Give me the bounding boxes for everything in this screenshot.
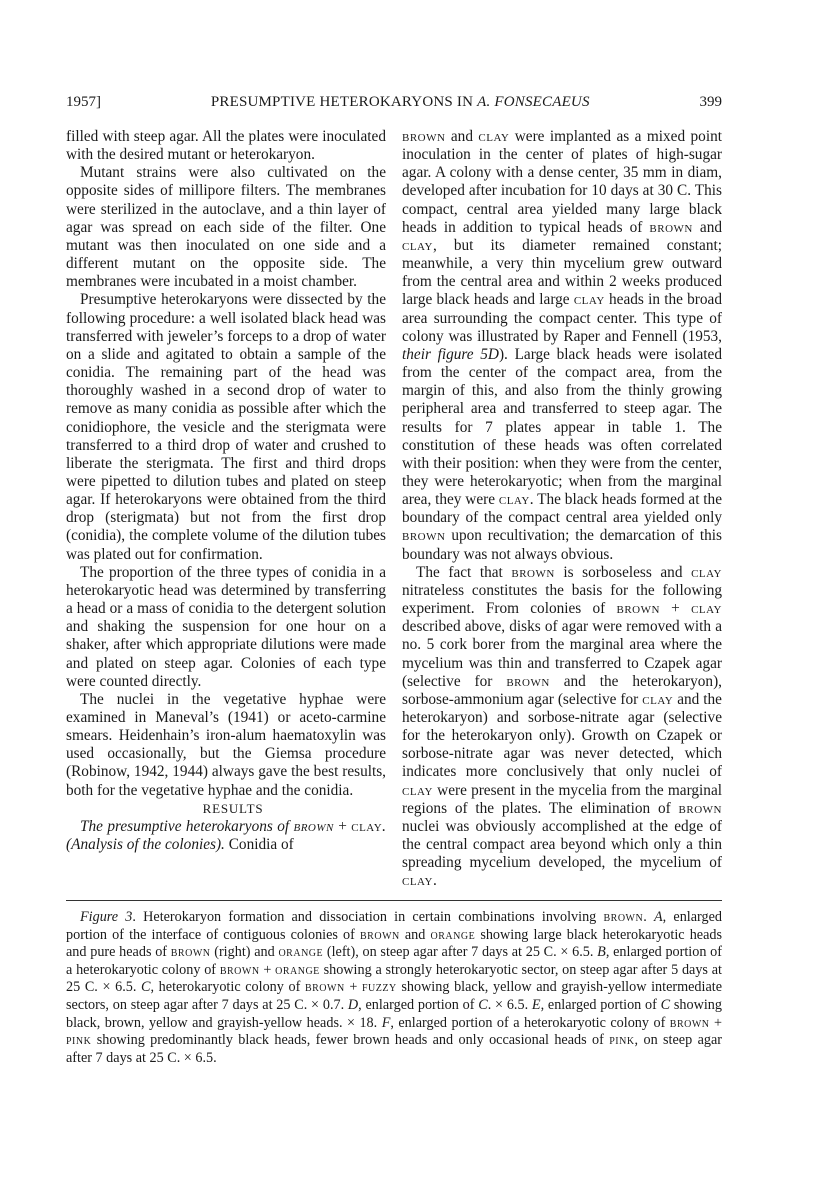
text-run: + bbox=[709, 1014, 722, 1031]
text-run: showing predominantly black heads, fewer brown heads and only occasional heads of bbox=[91, 1032, 610, 1049]
strain-name: orange bbox=[278, 944, 324, 961]
text-run: showing black, yellow and grayish-yellow intermediate sectors, on steep agar after 7 days at 25 C. × 0.7. bbox=[66, 979, 722, 1013]
text-run: , on steep agar after 7 days at 25 C. × 6.5. bbox=[66, 1032, 722, 1066]
text-run: . bbox=[643, 909, 654, 925]
strain-name: brown bbox=[360, 926, 400, 943]
text-run: , but its diameter remained constant; meanwhile, a very thin mycelium grew outward from the central area and within 2 weeks produced large black heads and large bbox=[402, 236, 722, 309]
running-header bbox=[66, 94, 722, 114]
italic-text: C bbox=[141, 979, 151, 996]
text-run: . × 6.5. bbox=[487, 996, 532, 1013]
text-run: . The black heads formed at the boundary of the compact central area yielded only bbox=[402, 491, 722, 527]
strain-name: brown bbox=[616, 600, 660, 618]
text-run: . Heterokaryon formation and dissociation in certain combinations involving bbox=[132, 909, 604, 925]
subsection-title-text: The presumptive heterokaryons of bbox=[80, 817, 294, 835]
text-run: (left), on steep agar after 7 days at 25 C. × 6.5. bbox=[323, 944, 598, 961]
text-run: ). Large black heads were isolated from the center of the compact area, from the margin of this, and also from the thinly growing peripheral area and transferred to steep agar. The results for 7 plates appear in table 1. The constitution of these heads was often correlated with their position: when they were from the center, they were heterokaryotic; when from the marginal area, they were bbox=[402, 345, 722, 509]
right-column bbox=[402, 128, 722, 891]
italic-text: E bbox=[531, 996, 541, 1013]
text-run: + bbox=[259, 961, 276, 978]
italic-text: A bbox=[653, 909, 663, 925]
strain-name: clay bbox=[402, 872, 433, 890]
text-run: and the heterokaryon), sorbose-ammonium agar (selective for bbox=[402, 672, 722, 708]
text-run: showing large black heterokaryotic heads and pure heads of bbox=[66, 926, 722, 961]
text-run: showing a strongly heterokaryotic sector, on steep agar after 5 days at 25 C. × 6.5. bbox=[66, 961, 722, 996]
text-run: and bbox=[399, 926, 431, 943]
text-run: , enlarged portion of the interface of contiguous colonies of bbox=[66, 909, 722, 943]
running-title bbox=[211, 94, 590, 111]
paragraph: Presumptive heterokaryons were dissected by the following procedure: a well isolated black head was transferred with jeweler’s forceps to a drop of water on a slide and agitated to obtain a sample of the conidia. The remaining part of the head was thoroughly washed in a second drop of water to remove as many conidia as possible after which the conidiophore, the vesicle and the sterigmata were transferred to a third drop of water and crushed to liberate the sterigmata. The first and third drops were pipetted to dilution tubes and plated on steep agar. If heterokaryons were obtained from the third drop (sterigmata) but not from the first drop (conidia), the complete volume of the dilution tubes was plated out for confirmation. bbox=[66, 291, 386, 563]
text-run: is sorboseless and bbox=[554, 563, 692, 581]
journal-year: 1957] bbox=[66, 94, 101, 110]
strain-name: brown bbox=[402, 527, 446, 545]
text-run: + bbox=[344, 979, 362, 996]
strain-name: clay bbox=[691, 563, 722, 581]
subsection-paragraph bbox=[66, 818, 386, 854]
strain-name: pink bbox=[609, 1032, 635, 1049]
text-run: , enlarged portion of a heterokaryotic colony of bbox=[66, 944, 722, 978]
strain-name: brown bbox=[170, 944, 211, 961]
text-run: and bbox=[445, 128, 479, 145]
strain-name: clay bbox=[351, 817, 383, 835]
strain-name: clay bbox=[402, 236, 433, 254]
strain-name: fuzzy bbox=[361, 979, 397, 996]
running-title-text: PRESUMPTIVE HETEROKARYONS IN bbox=[210, 94, 478, 110]
strain-name: brown bbox=[649, 218, 693, 236]
strain-name: brown bbox=[678, 799, 722, 817]
text-run: , enlarged portion of a heterokaryotic colony of bbox=[390, 1014, 670, 1031]
plus-sign: + bbox=[333, 817, 352, 835]
italic-text: C bbox=[660, 996, 671, 1013]
text-run: heads in the broad area surrounding the compact center. This type of colony was illustrated by Raper and Fennell (1953, bbox=[402, 291, 722, 345]
italic-text: D bbox=[347, 996, 359, 1013]
running-title-species: A. FONSECAEUS bbox=[477, 94, 590, 110]
strain-name: brown bbox=[304, 979, 345, 996]
italic-text: F bbox=[381, 1014, 391, 1031]
text-run: were implanted as a mixed point inoculation in the center of plates of high-sugar agar. A colony with a dense center, 35 mm in diam, developed after incubation for 10 days at 30 C. This compact, central area yielded many large black heads in addition to typical heads of bbox=[402, 128, 722, 236]
italic-text: B bbox=[597, 944, 606, 961]
page-number: 399 bbox=[699, 94, 722, 110]
italic-text: C bbox=[478, 996, 488, 1013]
figure-caption-text bbox=[66, 909, 722, 1067]
left-column bbox=[66, 128, 386, 854]
strain-name: pink bbox=[66, 1032, 92, 1049]
strain-name: clay bbox=[498, 491, 530, 509]
strain-name: brown bbox=[603, 909, 644, 925]
strain-name: brown bbox=[219, 961, 260, 978]
strain-name: clay bbox=[691, 600, 722, 618]
paragraph: The proportion of the three types of conidia in a heterokaryotic head was determined by transferring a head or a mass of conidia to the detergent solution and shaking the suspension for one hour on a shaker, after which appropriate dilutions were made and plated on steep agar. Colonies of each type were counted directly. bbox=[66, 563, 386, 690]
text-run: and the heterokaryon) and sorbose-nitrate agar (selective for the heterokaryon only). Growth on Czapek or sorbose-nitrate agar was never detected, which indicates more conclusively that only nuclei of bbox=[402, 690, 722, 781]
caption-divider bbox=[66, 900, 722, 901]
paragraph bbox=[402, 128, 722, 564]
paragraph: filled with steep agar. All the plates were inoculated with the desired mutant or heterokaryon. bbox=[66, 128, 386, 164]
text-run: + bbox=[659, 600, 692, 618]
paragraph: The nuclei in the vegetative hyphae were examined in Maneval’s (1941) or aceto-carmine smears. Heidenhain’s iron-alum haematoxylin was used occasionally, but the Giemsa procedure (Robinow, 1942, 1944) always gave the best results, both for the vegetative hyphae and the conidia. bbox=[66, 690, 386, 799]
italic-text: Figure 3 bbox=[80, 909, 133, 925]
strain-name: brown bbox=[402, 128, 446, 145]
section-heading: RESULTS bbox=[202, 800, 264, 816]
paragraph-start: Conidia of bbox=[224, 836, 294, 854]
text-run: (right) and bbox=[210, 944, 279, 961]
strain-name: brown bbox=[293, 817, 334, 835]
text-run: , heterokaryotic colony of bbox=[150, 979, 305, 996]
text-run: nuclei was obviously accomplished at the edge of the central compact area beyond which only a thin spreading mycelium developed, the mycelium of bbox=[402, 817, 722, 872]
text-run: nitrateless constitutes the basis for the following experiment. From colonies of bbox=[402, 581, 722, 618]
text-run: upon recultivation; the demarcation of this boundary was not always obvious. bbox=[402, 527, 722, 563]
strain-name: brown bbox=[506, 672, 550, 690]
text-run: , enlarged portion of bbox=[358, 996, 479, 1013]
italic-text: their figure 5D bbox=[402, 345, 499, 363]
text-run: showing black, brown, yellow and grayish-yellow heads. × 18. bbox=[66, 996, 722, 1031]
strain-name: orange bbox=[430, 926, 476, 943]
strain-name: clay bbox=[573, 291, 605, 309]
strain-name: clay bbox=[642, 690, 674, 708]
figure-caption bbox=[66, 909, 722, 1067]
text-run: . bbox=[432, 872, 437, 890]
strain-name: clay bbox=[478, 128, 510, 145]
paragraph bbox=[402, 564, 722, 891]
subsection-title bbox=[80, 818, 334, 835]
strain-name: brown bbox=[511, 563, 555, 581]
strain-name: clay bbox=[402, 781, 433, 799]
text-run: described above, disks of agar were removed with a no. 5 cork borer from the marginal area where the mycelium was thin and transferred to Czapek agar (selective for bbox=[402, 618, 722, 690]
text-run: and bbox=[692, 218, 722, 236]
strain-name: brown bbox=[669, 1014, 710, 1031]
text-run: were present in the mycelia from the marginal regions of the plates. The elimination of bbox=[402, 781, 722, 817]
text-run: The fact that bbox=[416, 563, 512, 581]
text-run: , enlarged portion of bbox=[540, 996, 661, 1013]
subsection-title-text: . (Analysis of the colonies). bbox=[66, 817, 386, 854]
strain-name: orange bbox=[275, 961, 320, 978]
paragraph: Mutant strains were also cultivated on the opposite sides of millipore filters. The membranes were sterilized in the autoclave, and a thin layer of agar was spread on each side of the filter. One mutant was then inoculated on one side and a different mutant on the opposite side. The membranes were incubated in a moist chamber. bbox=[66, 164, 386, 291]
